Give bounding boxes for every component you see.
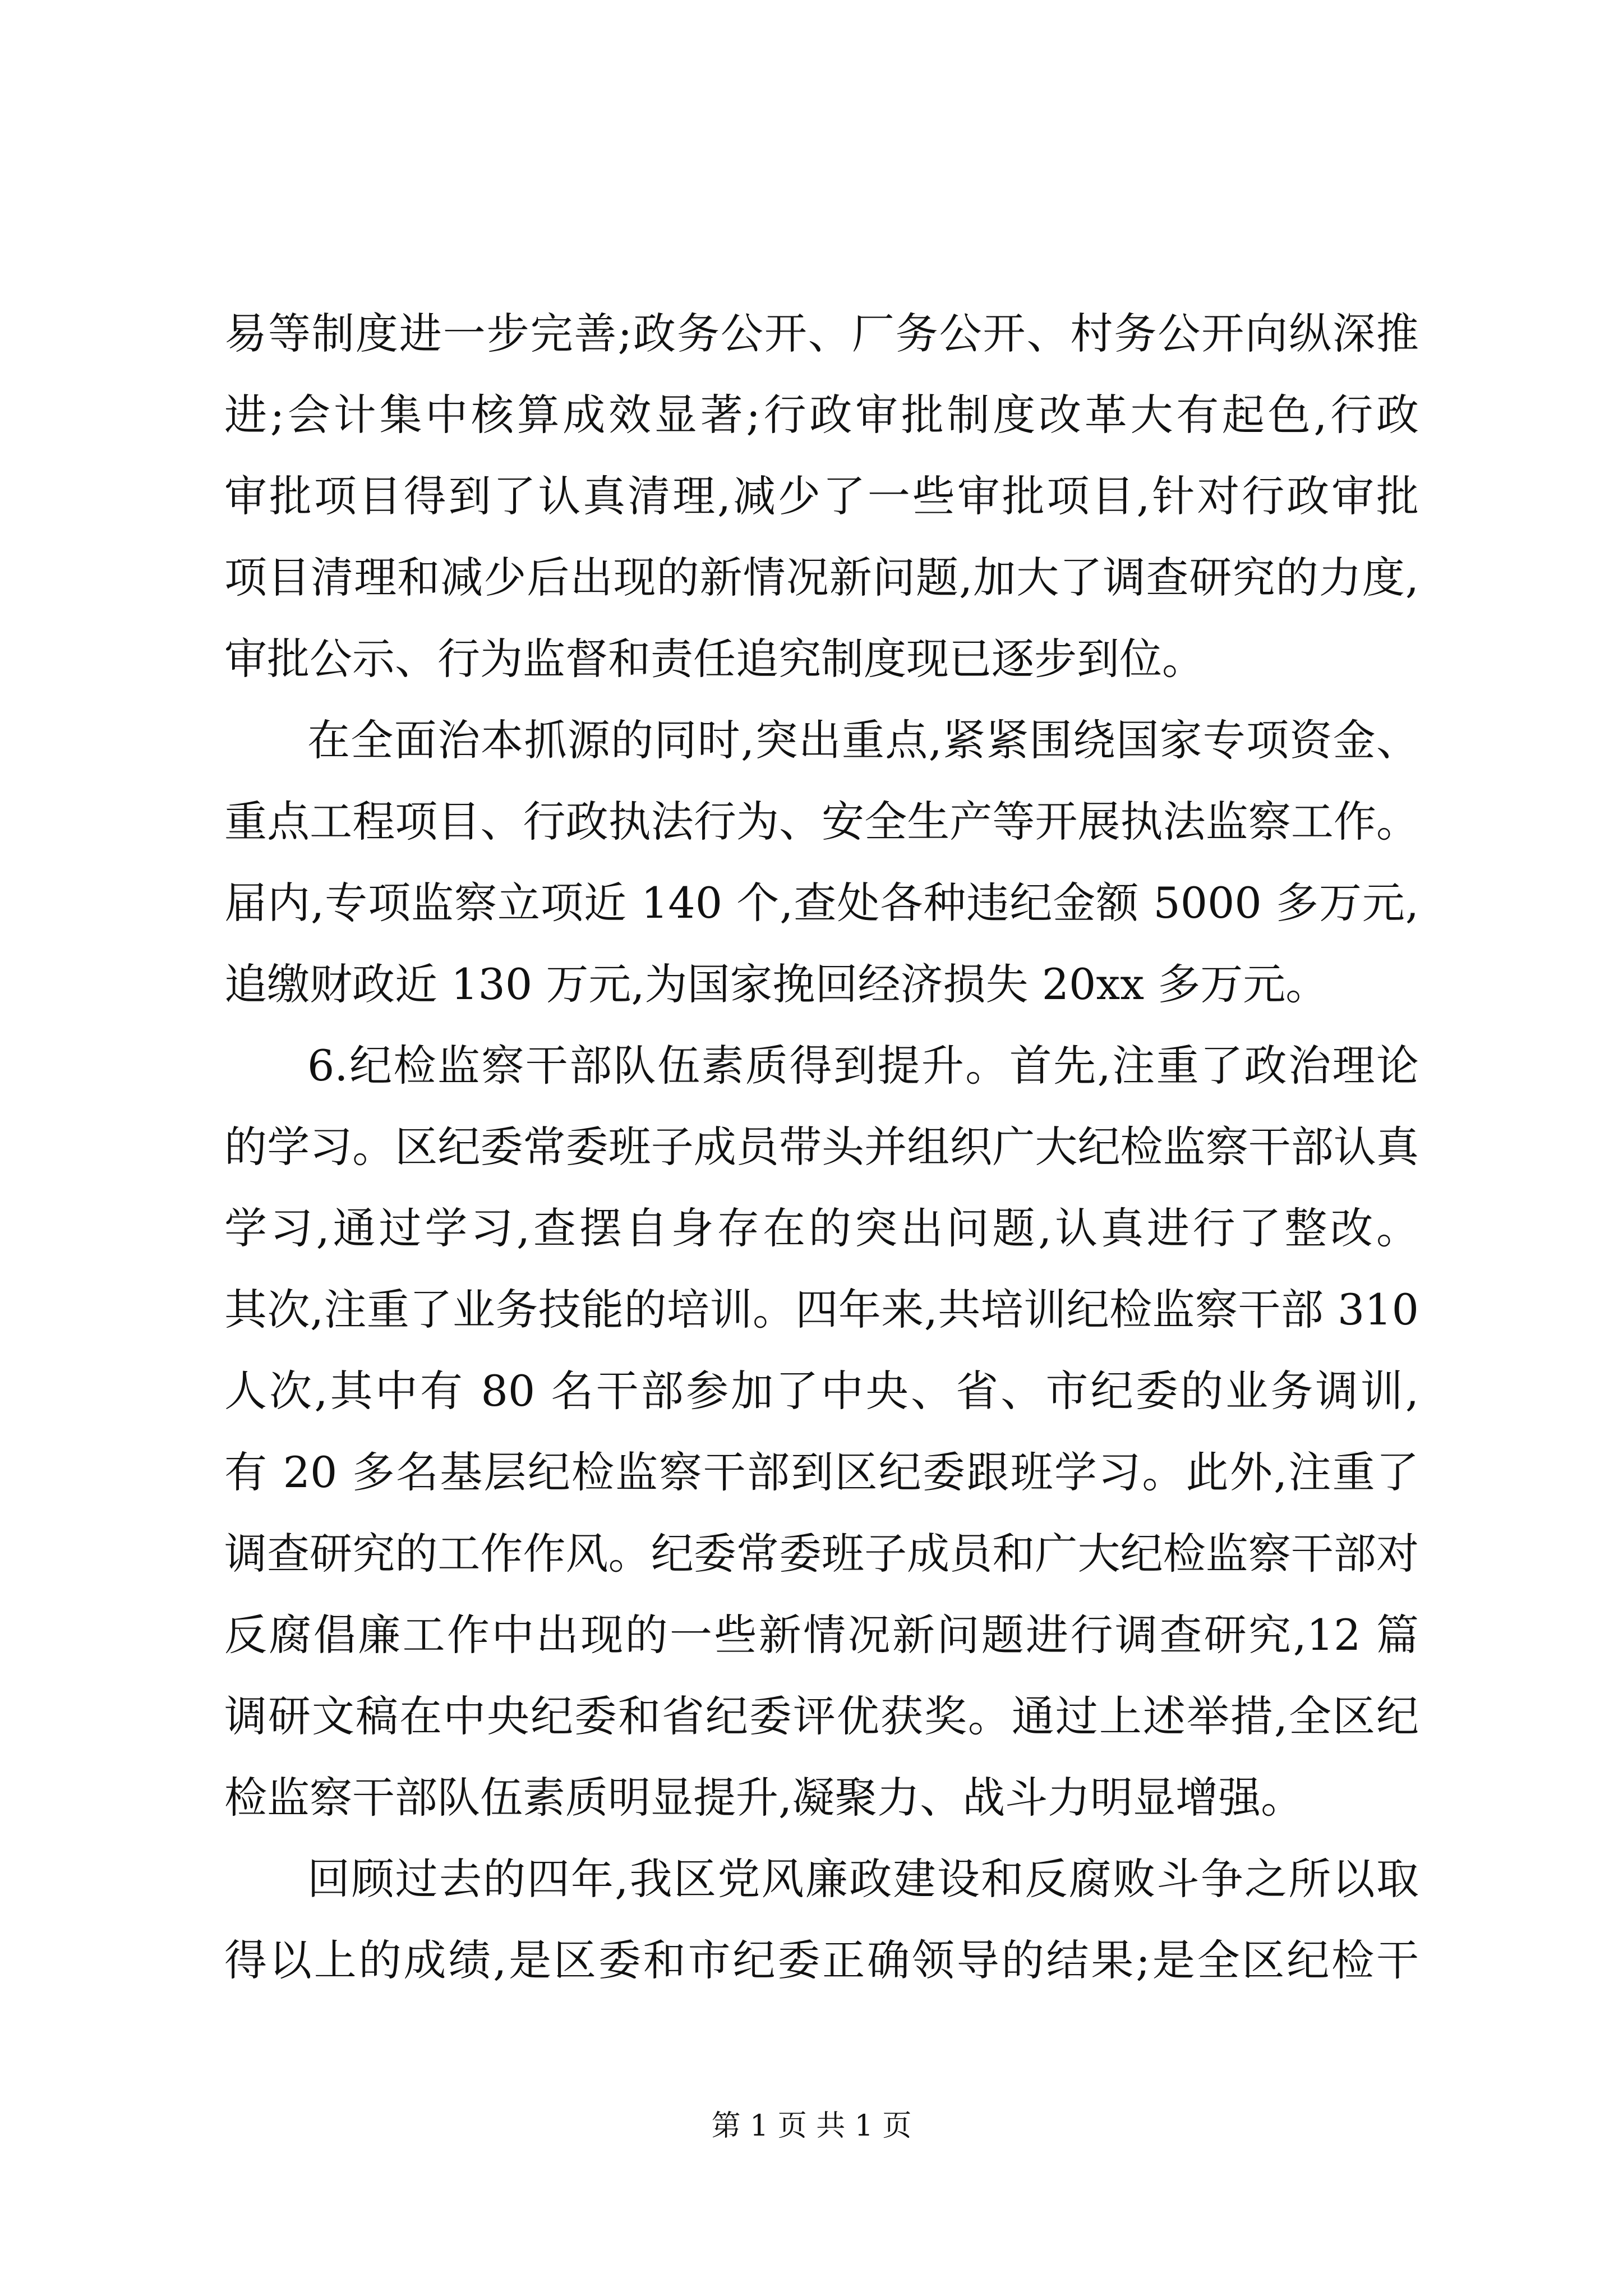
text-line: 人次,其中有 80 名干部参加了中央、省、市纪委的业务调训,	[224, 1366, 1419, 1416]
text-line: 易等制度进一步完善;政务公开、厂务公开、村务公开向纵深推	[224, 309, 1419, 358]
text-line: 审批公示、行为监督和责任追究制度现已逐步到位。	[224, 634, 1205, 684]
text-line: 得以上的成绩,是区委和市纪委正确领导的结果;是全区纪检干	[224, 1935, 1419, 1985]
text-line: 审批项目得到了认真清理,减少了一些审批项目,针对行政审批	[224, 471, 1419, 521]
text-line: 追缴财政近 130 万元,为国家挽回经济损失 20xx 多万元。	[224, 959, 1329, 1009]
text-line: 调研文稿在中央纪委和省纪委评优获奖。通过上述举措,全区纪	[224, 1691, 1419, 1741]
page-number-footer: 第 1 页 共 1 页	[711, 2109, 912, 2143]
text-line: 6.纪检监察干部队伍素质得到提升。首先,注重了政治理论	[307, 1041, 1419, 1091]
text-line: 届内,专项监察立项近 140 个,查处各种违纪金额 5000 多万元,	[224, 878, 1419, 928]
text-line: 回顾过去的四年,我区党风廉政建设和反腐败斗争之所以取	[307, 1854, 1419, 1904]
text-line: 项目清理和减少后出现的新情况新问题,加大了调查研究的力度,	[224, 553, 1419, 602]
text-line: 反腐倡廉工作中出现的一些新情况新问题进行调查研究,12 篇	[224, 1610, 1419, 1660]
text-line: 检监察干部队伍素质明显提升,凝聚力、战斗力明显增强。	[224, 1773, 1304, 1823]
text-line: 的学习。区纪委常委班子成员带头并组织广大纪检监察干部认真	[224, 1122, 1419, 1172]
text-line: 学习,通过学习,查摆自身存在的突出问题,认真进行了整改。	[224, 1203, 1419, 1253]
text-line: 调查研究的工作作风。纪委常委班子成员和广大纪检监察干部对	[224, 1529, 1419, 1579]
text-line: 在全面治本抓源的同时,突出重点,紧紧围绕国家专项资金、	[307, 715, 1419, 765]
text-line: 有 20 多名基层纪检监察干部到区纪委跟班学习。此外,注重了	[224, 1447, 1419, 1497]
text-line: 进;会计集中核算成效显著;行政审批制度改革大有起色,行政	[224, 390, 1419, 440]
text-line: 重点工程项目、行政执法行为、安全生产等开展执法监察工作。	[224, 797, 1419, 846]
text-line: 其次,注重了业务技能的培训。四年来,共培训纪检监察干部 310	[224, 1285, 1419, 1335]
